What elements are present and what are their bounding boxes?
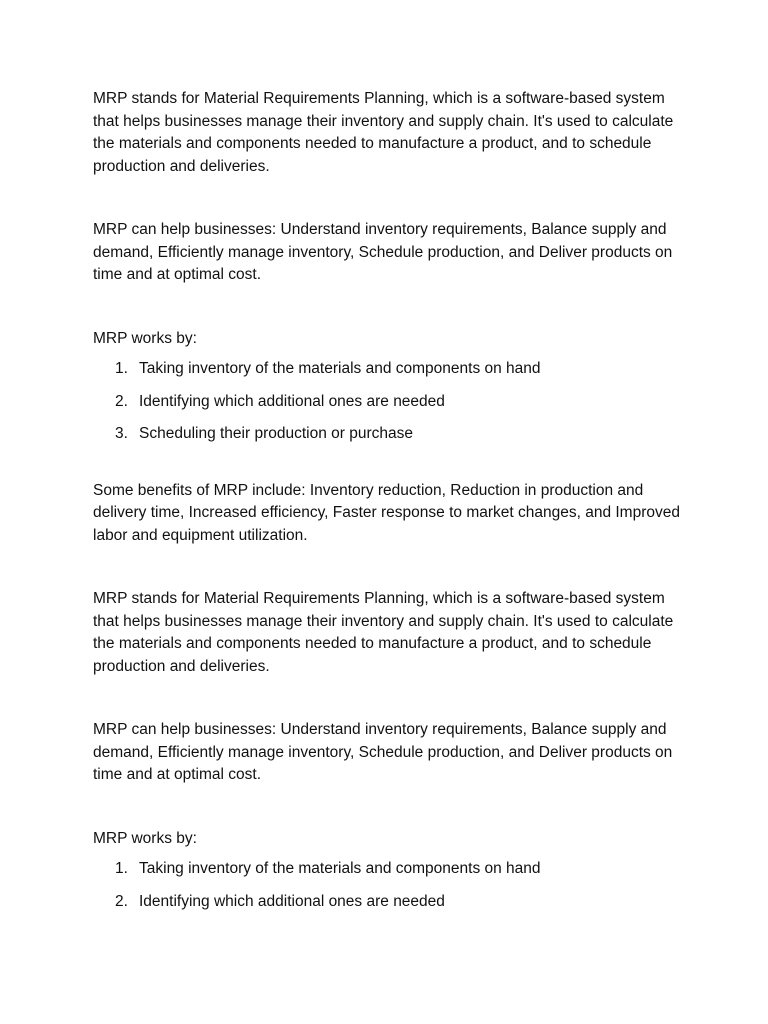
list-number: 2. (115, 892, 128, 910)
numbered-list-repeat (93, 858, 683, 913)
list-number: 3. (115, 425, 128, 442)
list-item (93, 858, 683, 881)
list-item (93, 391, 683, 414)
list-item-text: Scheduling their production or purchase (139, 425, 414, 442)
list-item (93, 423, 683, 446)
list-item-text: Taking inventory of the materials and components on hand (139, 360, 541, 377)
list-number: 1. (115, 360, 128, 377)
numbered-list (93, 358, 683, 446)
list-number: 1. (115, 860, 128, 877)
list-item (93, 358, 683, 381)
list-item-text: Identifying which additional ones are needed (139, 392, 445, 410)
list-item-text: Taking inventory of the materials and components on hand (139, 860, 541, 877)
paragraph-mrp-benefits: Some benefits of MRP include: Inventory reduction, Reduction in production and delivery time, Increased efficiency, Faster response to market changes, and Improved labor and equipment utilization. (93, 481, 680, 544)
paragraph-mrp-definition-repeat: MRP stands for Material Requirements Planning, which is a software-based system that helps businesses manage their inventory and supply chain. It's used to calculate the materials and components needed to manufacture a product, and to schedule production and deliveries. (93, 590, 674, 675)
list-number: 2. (115, 392, 128, 410)
list-item (93, 891, 683, 914)
paragraph-mrp-help-repeat: MRP can help businesses: Understand inventory requirements, Balance supply and demand, Efficiently manage inventory, Schedule production, and Deliver products on time and at optimal cost. (93, 721, 673, 783)
paragraph-mrp-help: MRP can help businesses: Understand inventory requirements, Balance supply and demand, Efficiently manage inventory, Schedule production, and Deliver products on time and at optimal cost. (93, 221, 673, 283)
paragraph-mrp-works-by-repeat: MRP works by: (93, 829, 197, 847)
list-item-text: Identifying which additional ones are needed (139, 892, 445, 910)
paragraph-mrp-definition: MRP stands for Material Requirements Planning, which is a software-based system that helps businesses manage their inventory and supply chain. It's used to calculate the materials and components needed to manufacture a product, and to schedule production and deliveries. (93, 90, 674, 175)
document-page (93, 88, 683, 913)
paragraph-mrp-works-by: MRP works by: (93, 329, 197, 347)
